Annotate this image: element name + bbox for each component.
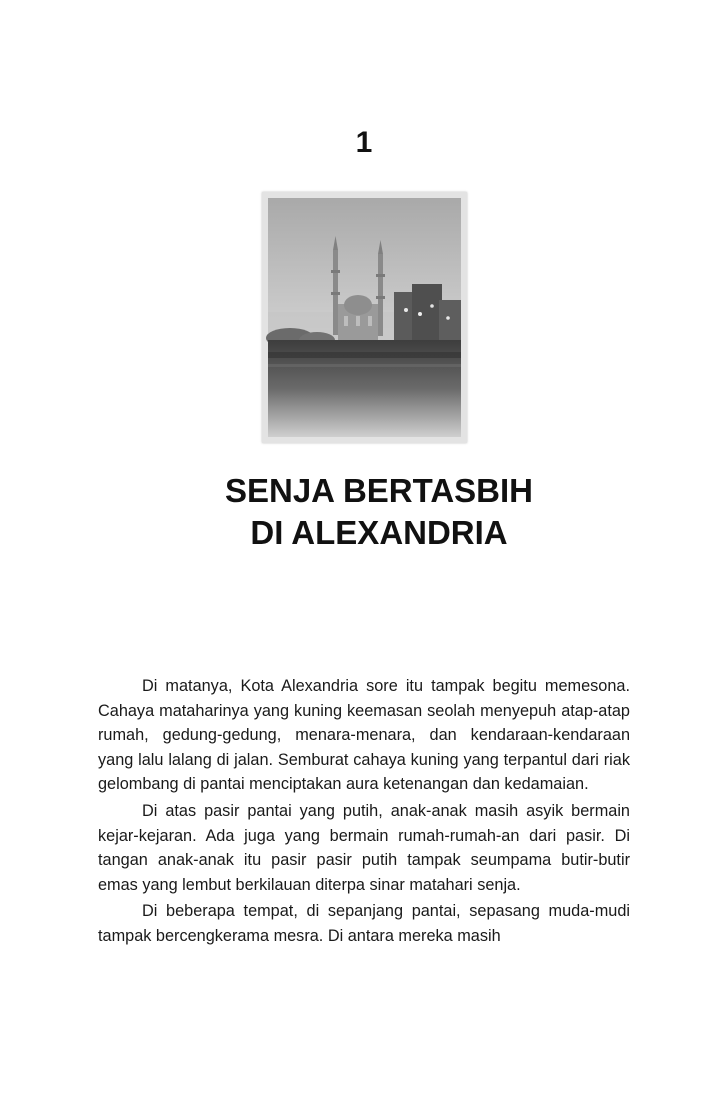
paragraph: Di atas pasir pantai yang putih, anak-anak masih asyik bermain kejar-kejaran. Ada juga yang bermain rumah-rumah-an dari pasir. Di tangan anak-anak itu pasir pasir putih tampak seumpama butir-butir emas yang lembut berkilauan diterpa sinar matahari senja. — [98, 801, 630, 894]
paragraph: Di beberapa tempat, di sepanjang pantai, sepasang muda-mudi tampak bercengkerama mesra. Di antara mereka masih — [98, 902, 630, 945]
body-text — [98, 674, 630, 949]
paragraph: Di matanya, Kota Alexandria sore itu tampak begitu memesona. Cahaya mataharinya yang kuning keemasan seolah menyepuh atap-atap rumah, gedung-gedung, menara-menara, dan kendaraan-kendaraan yang lalu lalang di jalan. Semburat cahaya kuning yang terpantul dari riak gelombang di pantai menciptakan aura ketenangan dan kedamaian. — [98, 677, 630, 794]
mosque-photo-image — [262, 192, 467, 443]
chapter-title — [0, 470, 728, 554]
chapter-illustration — [262, 192, 467, 443]
chapter-title-line2: DI ALEXANDRIA — [250, 514, 508, 551]
chapter-number: 1 — [355, 126, 373, 159]
chapter-title-line1: SENJA BERTASBIH — [224, 472, 534, 509]
